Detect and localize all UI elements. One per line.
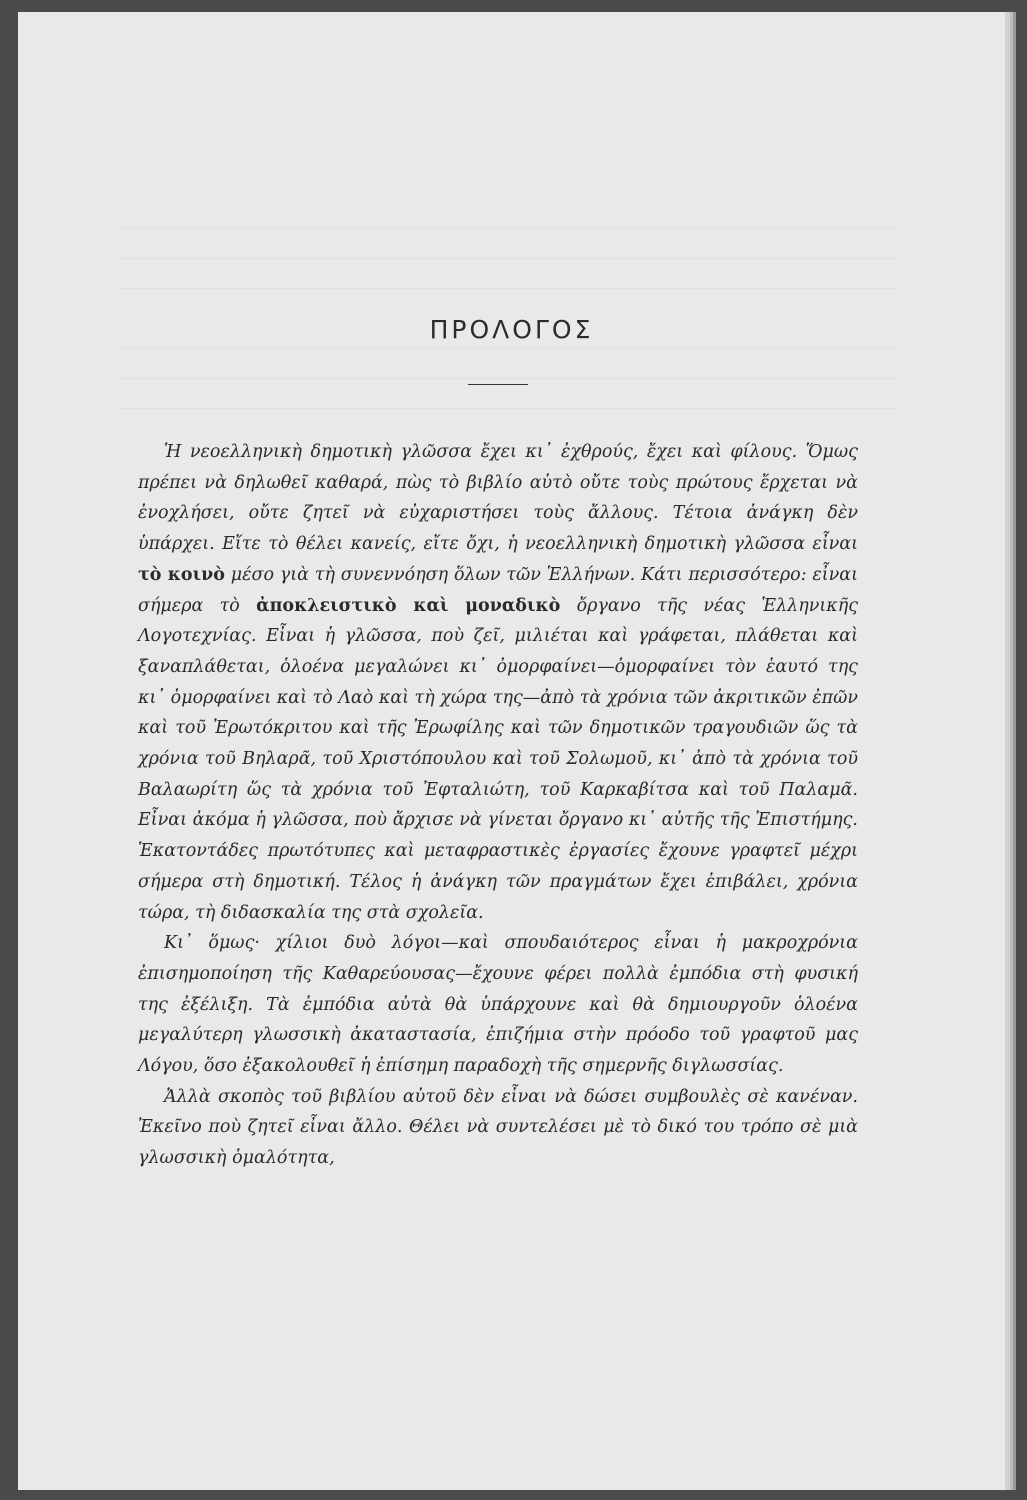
bold-phrase-common: τὸ κοινὸ — [138, 564, 225, 585]
prologue-text — [138, 437, 858, 1174]
paragraph-2: Κι᾿ ὅμως· χίλιοι δυὸ λόγοι—καὶ σπουδαιότερος εἶναι ἡ μακροχρόνια ἐπισημοποίηση τῆς Καθαρεύουσας—ἔχουνε φέρει πολλὰ ἐμπόδια στὴ φυσική της ἐξέλιξη. Τὰ ἐμπόδια αὐτὰ θὰ ὑπάρχουνε καὶ θὰ δημιουργοῦν ὁλοένα μεγαλύτερη γλωσσικὴ ἀκαταστασία, ἐπιζήμια στὴν πρόοδο τοῦ γραφτοῦ μας Λόγου, ὅσο ἐξακολουθεῖ ἡ ἐπίσημη παραδοχὴ τῆς σημερνῆς διγλωσσίας. — [138, 933, 858, 1077]
paragraph-1-part-2: μέσο γιὰ τὴ συνεννόηση ὅλων τῶν Ἑλλήνων. Κάτι περισσότερο: εἶναι σήμερα τὸ — [138, 564, 858, 616]
bold-phrase-exclusive: ἀποκλειστικὸ καὶ μοναδικὸ — [256, 595, 561, 616]
show-through-line — [118, 258, 898, 269]
book-page — [18, 12, 1008, 1490]
paragraph-1 — [138, 437, 858, 928]
paragraph-3: Ἀλλὰ σκοπὸς τοῦ βιβλίου αὐτοῦ δὲν εἶναι νὰ δώσει συμβουλὲς σὲ κανέναν. Ἐκεῖνο ποὺ ζητεῖ εἶναι ἄλλο. Θέλει νὰ συντελέσει μὲ τὸ δικό του τρόπο σὲ μιὰ γλωσσικὴ ὁμαλότητα, — [138, 1086, 858, 1169]
title-divider — [468, 384, 528, 385]
show-through-line — [118, 288, 898, 299]
paragraph-1-part-1: Ἡ νεοελληνικὴ δημοτικὴ γλῶσσα ἔχει κι᾿ ἐχθρούς, ἔχει καὶ φίλους. Ὅμως πρέπει νὰ δηλωθεῖ καθαρά, πὼς τὸ βιβλίο αὐτὸ οὔτε τοὺς πρώτους ἔρχεται νὰ ἐνοχλήσει, οὔτε ζητεῖ νὰ εὐχαριστήσει τοὺς ἄλλους. Τέτοια ἀνάγκη δὲν ὑπάρχει. Εἴτε τὸ θέλει κανείς, εἴτε ὄχι, ἡ νεοελληνικὴ δημοτικὴ γλῶσσα εἶναι — [138, 442, 858, 555]
show-through-line — [118, 348, 898, 359]
paragraph-1-part-3: ὄργανο τῆς νέας Ἑλληνικῆς Λογοτεχνίας. Εἶναι ἡ γλῶσσα, ποὺ ζεῖ, μιλιέται καὶ γράφεται, πλάθεται καὶ ξαναπλάθεται, ὁλοένα μεγαλώνει κι᾿ ὀμορφαίνει—ὀμορφαίνει τὸν ἑαυτό της κι᾿ ὀμορφαίνει καὶ τὸ Λαὸ καὶ τὴ χώρα της—ἀπὸ τὰ χρόνια τῶν ἀκριτικῶν ἐπῶν καὶ τοῦ Ἐρωτόκριτου καὶ τῆς Ἐρωφίλης καὶ τῶν δημοτικῶν τραγουδιῶν ὥς τὰ χρόνια τοῦ Βηλαρᾶ, τοῦ Χριστόπουλου καὶ τοῦ Σολωμοῦ, κι᾿ ἀπὸ τὰ χρόνια τοῦ Βαλαωρίτη ὥς τὰ χρόνια τοῦ Ἐφταλιώτη, τοῦ Καρκαβίτσα καὶ τοῦ Παλαμᾶ. Εἶναι ἀκόμα ἡ γλῶσσα, ποὺ ἄρχισε νὰ γίνεται ὄργανο κι᾿ αὐτῆς τῆς Ἐπιστήμης. Ἑκατοντάδες πρωτότυπες καὶ μεταφραστικὲς ἐργασίες ἔχουνε γραφτεῖ μέχρι σήμερα στὴ δημοτική. Τέλος ἡ ἀνάγκη τῶν πραγμάτων ἔχει ἐπιβάλει, χρόνια τώρα, τὴ διδασκαλία της στὰ σχολεῖα. — [138, 595, 858, 923]
show-through-line — [118, 408, 898, 419]
show-through-line — [118, 228, 898, 239]
page-title: ΠΡΟΛΟΓΟΣ — [429, 315, 594, 344]
